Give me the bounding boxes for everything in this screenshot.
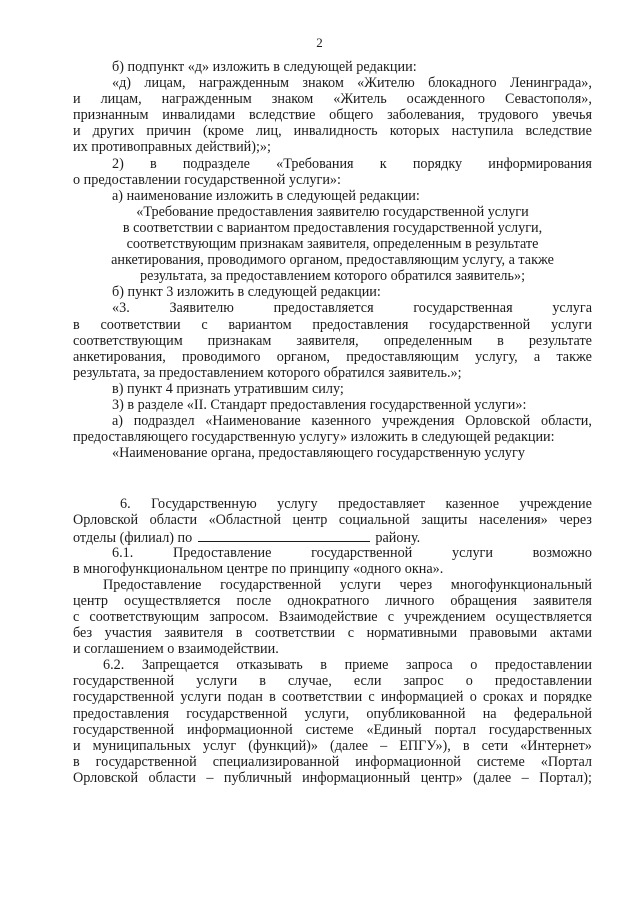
word: с (73, 609, 80, 625)
word: определенным (383, 332, 473, 349)
text-line: и соглашением о взаимодействии. (73, 641, 279, 658)
word: (далее (330, 737, 369, 754)
word: 2) (112, 155, 124, 172)
text-line: в) пункт 4 признать утратившим силу; (112, 380, 344, 397)
word: о (470, 657, 478, 674)
word: «Интернет» (520, 737, 592, 754)
text-line (73, 123, 592, 139)
text-fragment: отделы (филиал) по (73, 529, 193, 546)
word: после (236, 592, 272, 609)
word: знаком (271, 91, 314, 108)
word: услуга (552, 300, 592, 317)
word: нормативными (366, 625, 458, 642)
text-line (73, 75, 592, 91)
word: услуги (180, 689, 222, 706)
word: учреждения (381, 413, 455, 430)
word: актами (549, 625, 592, 642)
word: вследствие (248, 107, 316, 124)
word: «3. (112, 300, 130, 317)
word: специализированной (212, 753, 340, 770)
text-line (73, 706, 592, 722)
text-line (73, 300, 592, 316)
text-line: результата, за предоставлением которого обратился заявитель»; (139, 268, 526, 285)
text-line (73, 496, 592, 512)
text-line (73, 317, 592, 333)
word: с (368, 689, 375, 706)
fill-in-blank (198, 529, 370, 542)
text-line: результата, за предоставлением которого обратился заявитель.»; (73, 364, 462, 381)
text-line (73, 577, 592, 593)
text-line (73, 545, 592, 561)
word: и (529, 689, 538, 706)
word: Орловской (73, 769, 139, 786)
word: Предоставление (103, 576, 202, 593)
word: опубликованной (366, 705, 466, 722)
word: «Житель (333, 91, 387, 108)
word: «Жителю (357, 75, 415, 92)
word: государственной (73, 673, 175, 690)
page-number: 2 (316, 35, 323, 50)
word: системе (476, 753, 525, 770)
text-line (73, 657, 592, 673)
word: заявителя (164, 625, 224, 642)
word: (функций)» (248, 737, 319, 754)
word: а) (112, 413, 124, 430)
word: инвалидность (293, 123, 378, 140)
word: в (320, 657, 327, 674)
word: лиц, (255, 123, 282, 140)
text-line: «Требование предоставления заявителю государственной услуги (136, 203, 529, 220)
word: предоставляющим (346, 348, 459, 365)
word: в (73, 316, 80, 333)
word: услуги (451, 544, 493, 561)
word: соответствующим (73, 332, 183, 349)
word: через (399, 576, 433, 593)
word: в (269, 689, 276, 706)
word: в (73, 753, 80, 770)
word: многофункциональный (450, 576, 592, 593)
word: а (533, 348, 541, 365)
word: проводимого (182, 348, 261, 365)
word: анкетирования, (73, 348, 166, 365)
word: «д) (112, 75, 132, 92)
word: соответствии (100, 316, 181, 333)
text-line (73, 609, 592, 625)
word: населения» (478, 512, 548, 529)
text-line (73, 349, 592, 365)
word: центр (73, 592, 108, 609)
word: порядке (543, 689, 592, 706)
word: подразделе (182, 155, 250, 172)
word: лицам, (144, 75, 186, 92)
word: осажденного (406, 91, 486, 108)
word: осуществляется (124, 592, 221, 609)
text-line: 3) в разделе «II. Стандарт предоставления государственной услуги»: (112, 396, 527, 413)
text-line: «Наименование органа, предоставляющего государственную услугу (112, 445, 525, 462)
text-line (73, 512, 592, 528)
word: федеральной (513, 705, 592, 722)
word: «Требования (276, 155, 354, 172)
word: Орловской (465, 413, 531, 430)
word: запрос (403, 673, 444, 690)
word: соответствии (254, 625, 336, 642)
word: обращения (450, 592, 518, 609)
word: правовыми (469, 625, 538, 642)
text-line: в соответствии с вариантом предоставления государственной услуги, (122, 219, 543, 236)
text-line: анкетирования, проводимого органом, предоставляющим услугу, а также (111, 252, 554, 269)
word: информационный (302, 769, 411, 786)
word: результате (528, 332, 592, 349)
text-line (73, 529, 592, 545)
word: заявителя, (296, 332, 359, 349)
word: услугу (277, 496, 318, 513)
word: области (149, 512, 198, 529)
word: если (353, 673, 382, 690)
word: 6.2. (103, 657, 125, 674)
word: учреждение (519, 496, 592, 513)
word: общего (329, 107, 374, 124)
word: информацией (380, 689, 464, 706)
word: соответствующим (89, 609, 200, 625)
word: области, (540, 413, 592, 430)
word: увечья (552, 107, 592, 124)
word: участия (104, 625, 152, 642)
word: блокадного (428, 75, 497, 92)
word: государственной (311, 544, 413, 561)
word: государственной (186, 705, 288, 722)
word: «Единый (366, 721, 422, 738)
word: личного (385, 592, 435, 609)
word: к (379, 155, 387, 172)
word: и (73, 91, 81, 108)
text-line (73, 156, 592, 172)
word: Севастополя», (505, 91, 592, 108)
word: знаком (302, 75, 344, 92)
word: с (201, 316, 208, 333)
word: – (380, 737, 388, 754)
word: предоставляется (273, 300, 374, 317)
word: портал (434, 721, 477, 738)
word: информационной (187, 721, 293, 738)
word: Портал); (539, 769, 592, 786)
word: сети (481, 737, 509, 754)
word: системе (305, 721, 354, 738)
word: других (92, 123, 135, 140)
word: услуги (339, 576, 381, 593)
word: предоставляет (338, 496, 426, 513)
word: заболевания, (387, 107, 465, 124)
word: в (462, 737, 470, 754)
word: Запрещается (141, 657, 219, 674)
text-line (73, 413, 592, 429)
word: и (73, 737, 81, 754)
word: соответствии (282, 689, 363, 706)
word: государственной (429, 316, 531, 333)
text-line: о предоставлении государственной услуги»: (73, 171, 341, 188)
word: государственной (220, 576, 322, 593)
word: в (259, 673, 266, 690)
word: в (497, 332, 504, 349)
word: информационной (355, 753, 461, 770)
word: Заявителю (169, 300, 234, 317)
word: центр» (420, 769, 463, 786)
word: приеме (344, 657, 389, 674)
word: области (148, 769, 196, 786)
text-line: соответствующим признакам заявителя, определенным в результате (126, 236, 539, 253)
word: услуги, (304, 705, 350, 722)
word: органом, (276, 348, 330, 365)
word: предоставлении (494, 673, 592, 690)
document-body (73, 59, 592, 786)
word: подан (227, 689, 263, 706)
text-line (73, 333, 592, 349)
text-line (73, 754, 592, 770)
word: случае, (288, 673, 332, 690)
word: муниципальных (92, 737, 191, 754)
word: трудового (478, 107, 539, 124)
word: социальной (338, 512, 410, 529)
word: признанным (73, 107, 149, 124)
word: Ленинграда», (509, 75, 592, 92)
text-line: а) наименование изложить в следующей редакции: (112, 187, 420, 204)
word: ЕПГУ»), (399, 737, 451, 754)
word: государственной (95, 753, 197, 770)
word: предоставления (73, 705, 170, 722)
word: Орловской (73, 512, 139, 529)
word: (далее (473, 769, 512, 786)
text-line: их противоправных действий);»; (73, 139, 271, 156)
word: (кроме (202, 123, 244, 140)
word: лицам, (100, 91, 142, 108)
word: заявителя (533, 592, 592, 609)
word: в (235, 625, 243, 642)
word: 6. (120, 496, 131, 513)
word: учреждением (404, 609, 486, 625)
word: услугу, (475, 348, 518, 365)
word: 6.1. (112, 544, 134, 561)
word: о (465, 673, 473, 690)
word: Взаимодействие (278, 609, 378, 625)
word: услуг (202, 737, 237, 754)
word: вариантом (228, 316, 292, 333)
text-fragment: району. (375, 529, 421, 546)
word: с (347, 625, 355, 642)
word: на (482, 705, 497, 722)
word: запроса (406, 657, 453, 674)
word: наступила (451, 123, 514, 140)
text-line (73, 673, 592, 689)
word: публичный (223, 769, 292, 786)
word: сроках (483, 689, 524, 706)
text-line: предоставляющего государственную услугу» изложить в следующей редакции: (73, 429, 555, 446)
word: государственная (413, 300, 513, 317)
word: подраздел (133, 413, 195, 430)
word: отказывать (236, 657, 303, 674)
text-line: в многофункциональном центре по принципу «одного окна». (73, 560, 444, 577)
word: в (149, 155, 157, 172)
text-line (73, 107, 592, 123)
word: однократного (287, 592, 370, 609)
word: «Наименование (205, 413, 301, 430)
word: государственных (488, 721, 592, 738)
word: порядку (412, 155, 463, 172)
word: причин (146, 123, 191, 140)
word: без (73, 625, 93, 642)
word: через (559, 512, 592, 529)
word: возможно (532, 544, 592, 561)
text-line: б) подпункт «д» изложить в следующей редакции: (112, 59, 417, 75)
text-line (73, 625, 592, 641)
word: награжденным (198, 75, 289, 92)
word: Государственную (151, 496, 257, 513)
word: Предоставление (172, 544, 272, 561)
word: вследствие (525, 123, 592, 140)
word: с (387, 609, 395, 625)
word: государственной (73, 689, 175, 706)
word: предоставления (312, 316, 409, 333)
section-gap (73, 461, 592, 496)
word: которых (389, 123, 440, 140)
word: казенное (445, 496, 500, 513)
word: услуги (550, 316, 592, 333)
text-line (73, 593, 592, 609)
word: предоставлении (494, 657, 592, 674)
word: о (469, 689, 477, 706)
word: и (73, 123, 81, 140)
word: защиты (421, 512, 468, 529)
word: – (206, 769, 214, 786)
word: – (521, 769, 529, 786)
word: государственной (73, 721, 175, 738)
text-line (73, 91, 592, 107)
word: осуществляется (495, 609, 592, 625)
word: услуги (196, 673, 238, 690)
word: награжденным (161, 91, 252, 108)
text-line (73, 770, 592, 786)
text-line: б) пункт 3 изложить в следующей редакции: (112, 284, 381, 301)
word: также (556, 348, 592, 365)
word: «Портал (540, 753, 592, 770)
text-line (73, 689, 592, 705)
word: информирования (488, 155, 592, 172)
word: запросом. (209, 609, 269, 625)
word: инвалидами (162, 107, 236, 124)
word: казенного (311, 413, 372, 430)
word: признакам (207, 332, 272, 349)
text-line (73, 722, 592, 738)
text-line (73, 738, 592, 754)
word: центр (292, 512, 328, 529)
word: «Областной (208, 512, 281, 529)
